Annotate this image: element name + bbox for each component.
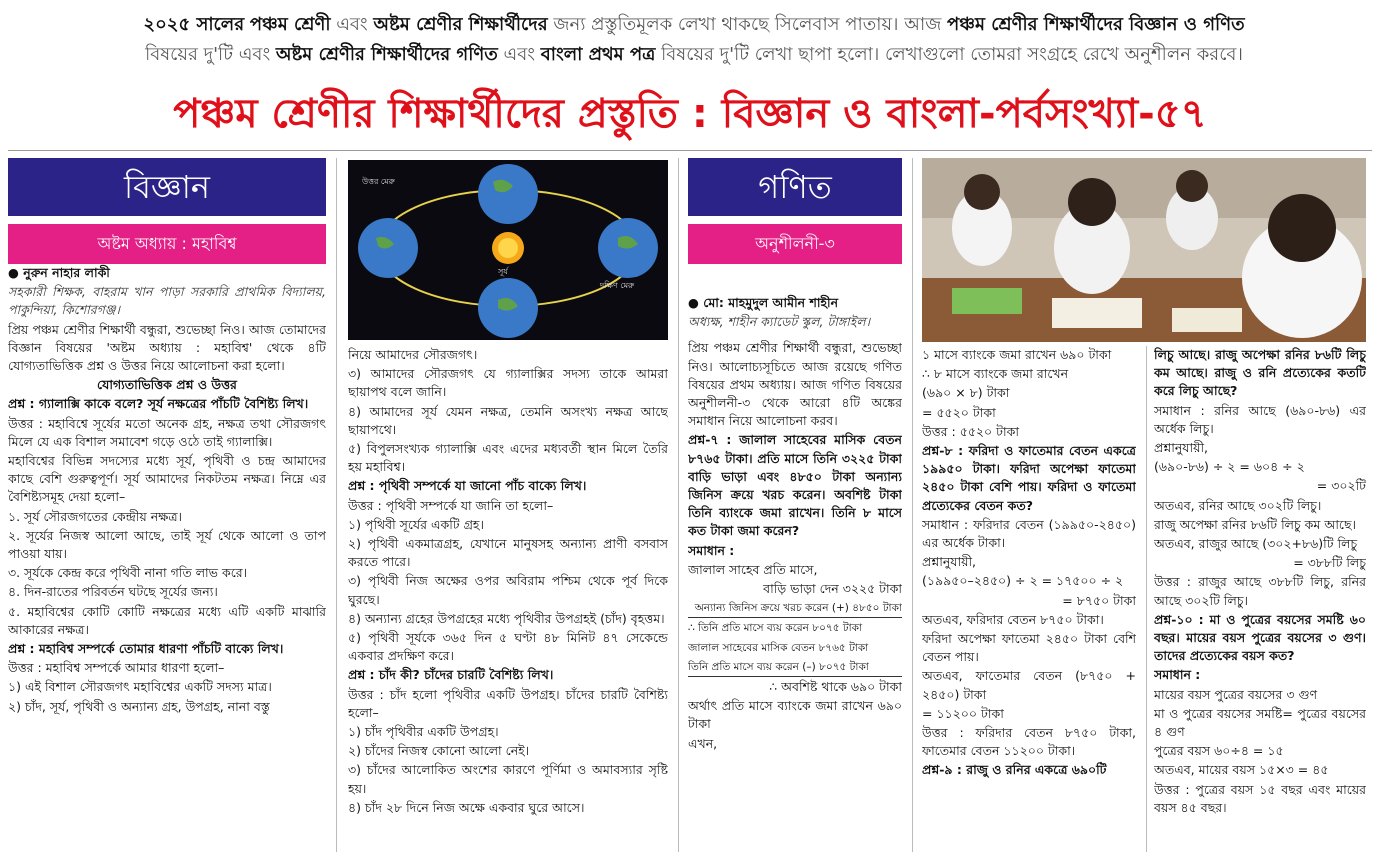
math-solution-label: সমাধান : (688, 542, 735, 558)
diagram-label: উত্তর মেরু (362, 177, 395, 186)
science2-q4: প্রশ্ন : চাঁদ কী? চাঁদের চারটি বৈশিষ্ট্য লিখ। (348, 667, 554, 683)
column-divider (912, 158, 913, 852)
math-title: গণিত (688, 158, 902, 216)
math3-t15: অতএব, মায়ের বয়স ১৫×৩ = ৪৫ (1154, 762, 1329, 778)
math-column (688, 158, 902, 852)
math2-s8d: = ৮৭৫০ টাকা (1062, 592, 1136, 608)
science2-a4-2: ২) চাঁদের নিজস্ব কোনো আলো নেই। (348, 743, 530, 759)
divider (8, 150, 1372, 151)
science-l2: ২. সূর্যের নিজস্ব আলো আছে, তাই সূর্য থেকে আলো ও তাপ পাওয়া যায়। (8, 527, 326, 562)
diagram-label: সূর্য (498, 267, 508, 276)
math-s4: ∴ তিনি প্রতি মাসে ব্যয় করেন ৮০৭৫ টাকা (688, 622, 863, 635)
science2-a4: উত্তর : চাঁদ হলো পৃথিবীর একটি উপগ্রহ। চাঁদের চারটি বৈশিষ্ট্য হলো– (348, 686, 668, 720)
intro-class8-math: অষ্টম শ্রেণীর শিক্ষার্থীদের গণিত (275, 44, 498, 65)
science2-a4-3: ৩) চাঁদের আলোকিত অংশের কারণে পূর্ণিমা ও অমাবস্যার সৃষ্টি হয়। (348, 762, 668, 796)
math3-t11: সমাধান : (1154, 667, 1201, 683)
science-chapter: অষ্টম অধ্যায় : মহাবিশ্ব (8, 224, 326, 264)
math3-t12: মায়ের বয়স পুত্রের বয়সের ৩ গুণ (1154, 686, 1318, 702)
math2-s8e: অতএব, ফরিদার বেতন ৮৭৫০ টাকা। (922, 611, 1104, 627)
science-q1: প্রশ্ন : গ্যালাক্সি কাকে বলে? সূর্য নক্ষত্রের পাঁচটি বৈশিষ্ট্য লিখ। (8, 396, 309, 412)
math-s1: জালাল সাহেব প্রতি মাসে, (688, 561, 818, 577)
science-column (8, 158, 326, 852)
earth-icon (478, 164, 538, 224)
science-a2-2: ২) চাঁদ, সূর্য, পৃথিবী ও অন্যান্য গ্রহ, উপগ্রহ, নানা বস্তু (8, 698, 270, 714)
math-s8: অর্থাৎ প্রতি মাসে ব্যাংকে জমা রাখেন ৬৯০ টাকা (688, 698, 902, 732)
science2-a3-4: ৪) অন্যান্য গ্রহের উপগ্রহের মধ্যে পৃথিবীর উপগ্রহই (চাঁদ) বৃহত্তম। (348, 610, 665, 626)
math3-t13: মা ও পুত্রের বয়সের সমষ্টি= পুত্রের বয়সের ৪ গুণ (1154, 705, 1366, 740)
science-q2: প্রশ্ন : মহাবিশ্ব সম্পর্কে তোমার ধারণা পাঁচটি বাক্যে লিখ। (8, 641, 284, 657)
math3-t16: উত্তর : পুত্রের বয়স ১৫ বছর এবং মায়ের বয়স ৪৫ বছর। (1154, 781, 1366, 815)
science-intro: প্রিয় পঞ্চম শ্রেণীর শিক্ষার্থী বন্ধুরা, শুভেচ্ছা নিও। আজ তোমাদের বিজ্ঞান বিষয়ের 'অষ্টম অধ্যায় : মহাবিশ্ব' থেকে ৪টি যোগ্যতাভিত্তিক প্রশ্ন ও উত্তর নিয়ে আলোচনা করা হলো। (8, 321, 326, 374)
science2-a4-4: ৪) চাঁদ ২৮ দিনে নিজ অক্ষে একবার ঘুরে আসে। (348, 799, 585, 815)
math3-t5: = ৩০২টি (1316, 478, 1366, 494)
intro-and: এবং (336, 14, 368, 35)
math-chapter: অনুশীলনী-৩ (688, 224, 902, 264)
math3-t8: অতএব, রাজুর আছে (৩০২+৮৬)টি লিচু (1154, 536, 1358, 552)
math-column-3 (1154, 346, 1366, 852)
solar-diagram (348, 160, 668, 340)
science-l4: ৪. দিন-রাতের পরিবর্তন ঘটছে সূর্যের জন্য। (8, 584, 218, 600)
math-s6: তিনি প্রতি মাসে ব্যয় করেন (–) ৮০৭৫ টাকা (688, 658, 902, 677)
math2-m3: (৬৯০ × ৮) টাকা (922, 385, 1010, 401)
math-column-2 (922, 346, 1136, 852)
science2-q3: প্রশ্ন : পৃথিবী সম্পর্কে যা জানো পাঁচ বাক্যে লিখ। (348, 478, 587, 494)
math2-s8i: উত্তর : ফরিদার বেতন ৮৭৫০ টাকা, ফাতেমার বেতন ১১২০০ টাকা। (922, 725, 1136, 759)
intro-mid: জন্য প্রস্তুতিমূলক লেখা থাকছে সিলেবাস পাতায়। আজ (553, 14, 942, 35)
math2-q9: প্রশ্ন-৯ : রাজু ও রনির একত্রে ৬৯০টি (922, 762, 1107, 778)
math3-t7: রাজু অপেক্ষা রনির ৮৬টি লিচু কম আছে। (1154, 516, 1356, 532)
math2-s8b: প্রশ্নানুযায়ী, (922, 554, 977, 570)
math-s2: বাড়ি ভাড়া দেন ৩২২৫ টাকা (763, 581, 902, 597)
column-divider (336, 158, 337, 852)
intro-end: বিষয়ের দু'টি লেখা ছাপা হলো। লেখাগুলো তোমরা সংগ্রহে রেখে অনুশীলন করবে। (661, 44, 1243, 65)
math-s9: এখন, (688, 735, 718, 751)
math3-t9: = ৩৮৮টি লিচু (1293, 555, 1366, 571)
math3-t6: অতএব, রনির আছে ৩০২টি লিচু। (1154, 497, 1322, 513)
intro-bangla: বাংলা প্রথম পত্র (540, 44, 656, 65)
math2-m2: ∴ ৮ মাসে ব্যাংকে জমা রাখেন (922, 366, 1069, 382)
science-a1b: মহাবিশ্বের বিভিন্ন সদস্যের মধ্যে সূর্য, পৃথিবী ও চন্দ্র আমাদের কাছে বেশি গুরুত্বপূর্ণ। সূর্য আমাদের নিকটতম নক্ষত্র। নিম্নে এর বৈশিষ্ট্যসমূহ দেয়া হলো– (8, 453, 326, 505)
science2-p4: ৫) বিপুলসংখ্যক গ্যালাক্সি এবং এদের মধ্যবর্তী স্থান মিলে তৈরি হয় মহাবিশ্ব। (348, 441, 668, 475)
intro-line-1 (24, 10, 1364, 40)
math3-q10: প্রশ্ন-১০ : মা ও পুত্রের বয়সের সমষ্টি ৬০ বছর। মায়ের বয়স পুত্রের বয়সের ৩ গুণ। তাদের প্রত্যেকের বয়স কত? (1154, 611, 1366, 664)
math-intro: প্রিয় পঞ্চম শ্রেণীর শিক্ষার্থী বন্ধুরা, শুভেচ্ছা নিও। আলোচ্যসূচিতে আজ রয়েছে গণিত বিষয়ের প্রথম অধ্যায়। আজ গণিত বিষয়ের অনুশীলনী-৩ থেকে আরো ৪টি অঙ্কের সমাধান নিয়ে আলোচনা করব। (688, 340, 902, 429)
diagram-label: দক্ষিণ মেরু (600, 281, 635, 290)
science2-p3: ৪) আমাদের সূর্য যেমন নক্ষত্র, তেমনি অসংখ্য নক্ষত্র আছে ছায়াপথে। (348, 403, 668, 437)
intro-subjects: পঞ্চম শ্রেণীর শিক্ষার্থীদের বিজ্ঞান ও গণিত (947, 14, 1245, 35)
science-a2-1: ১) এই বিশাল সৌরজগৎ মহাবিশ্বের একটি সদস্য মাত্র। (8, 679, 272, 695)
science-l5: ৫. মহাবিশ্বের কোটি কোটি নক্ষত্রের মধ্যে এটি একটি মাঝারি আকারের নক্ষত্র। (8, 603, 326, 637)
math-s5: জালাল সাহেবের মাসিক বেতন ৮৭৬৫ টাকা (688, 641, 869, 654)
intro-year: ২০২৫ সালের (143, 14, 245, 35)
intro-class5: পঞ্চম শ্রেণী (249, 14, 331, 35)
math3-t14: পুত্রের বয়স ৬০÷৪ = ১৫ (1154, 743, 1284, 759)
science2-p2: ৩) আমাদের সৌরজগৎ যে গ্যালাক্সির সদস্য তাকে আমরা ছায়াপথ বলে জানি। (348, 366, 668, 400)
classroom-photo-svg (922, 158, 1366, 342)
column-divider (678, 158, 679, 852)
column-divider (1146, 346, 1147, 852)
science2-p1: নিয়ে আমাদের সৌরজগৎ। (348, 347, 478, 362)
math-author: ● মো: মাহমুদুল আমীন শাহীন (688, 295, 839, 310)
science2-a3-3: ৩) পৃথিবী নিজ অক্ষের ওপর অবিরাম পশ্চিম থেকে পূর্ব দিকে ঘুরছে। (348, 573, 668, 607)
math2-s8a: সমাধান : ফরিদার বেতন (১৯৯৫০-২৪৫০) এর অর্ধেক টাকা। (922, 516, 1136, 551)
science-l1: ১. সূর্য সৌরজগতের কেন্দ্রীয় নক্ষত্র। (8, 508, 182, 524)
math2-m5: উত্তর : ৫৫২০ টাকা (922, 423, 1019, 439)
science-l3: ৩. সূর্যকে কেন্দ্র করে পৃথিবী নানা গতি লাভ করে। (8, 565, 248, 581)
math3-t1: লিচু আছে। রাজু অপেক্ষা রনির ৮৬টি লিচু কম আছে। রাজু ও রনি প্রত্যেকের কতটি করে লিচু আছে? (1154, 347, 1366, 399)
classroom-photo (922, 158, 1366, 342)
science-author: ● নুরুন নাহার লাকী (8, 265, 110, 280)
science-a1: উত্তর : মহাবিশ্বে সূর্যের মতো অনেক গ্রহ, নক্ষত্র তথা সৌরজগৎ মিলে যে এক বিশাল সমাবেশ গড়ে ওঠে তাই গ্যালাক্সি। (8, 415, 326, 449)
math2-s8h: = ১১২০০ টাকা (922, 705, 1004, 721)
science-column-2 (348, 346, 668, 852)
intro-two: বিষয়ের দু'টি এবং (145, 44, 271, 65)
math3-t3: প্রশ্নানুযায়ী, (1154, 440, 1209, 456)
math3-t10: উত্তর : রাজুর আছে ৩৮৮টি লিচু, রনির আছে ৩০২টি লিচু। (1154, 574, 1366, 608)
science-a2: উত্তর : মহাবিশ্ব সম্পর্কে আমার ধারণা হলো– (8, 660, 225, 676)
science-title: বিজ্ঞান (8, 158, 326, 216)
math2-s8g: অতএব, ফাতেমার বেতন (৮৭৫০ + ২৪৫০) টাকা (922, 668, 1136, 702)
math-s7: ∴ অবশিষ্ট থাকে ৬৯০ টাকা (769, 679, 902, 695)
math3-t2: সমাধান : রনির আছে (৬৯০-৮৬) এর অর্ধেক লিচু। (1154, 402, 1366, 436)
science2-a4-1: ১) চাঁদ পৃথিবীর একটি উপগ্রহ। (348, 724, 499, 740)
math-q7: প্রশ্ন-৭ : জালাল সাহেবের মাসিক বেতন ৮৭৬৫ টাকা। প্রতি মাসে তিনি ৩২২৫ টাকা বাড়ি ভাড়া এবং ৪৮৫০ টাকা অন্যান্য জিনিস ক্রয়ে খরচ করেন। অবশিষ্ট টাকা তিনি ব্যাংকে জমা রাখেন। তিনি ৮ মাসে কত টাকা জমা করেন? (688, 432, 902, 539)
math-s3: অন্যান্য জিনিস ক্রয়ে খরচ করেন (+) ৪৮৫০ টাকা (688, 599, 902, 618)
science2-a3: উত্তর : পৃথিবী সম্পর্কে যা জানি তা হলো– (348, 497, 554, 513)
math3-t4: (৬৯০-৮৬) ÷ ২ = ৬০৪ ÷ ২ (1154, 459, 1305, 475)
math2-m4: = ৫৫২০ টাকা (922, 404, 996, 420)
math2-s8f: ফরিদা অপেক্ষা ফাতেমা ২৪৫০ টাকা বেশি বেতন পায়। (922, 631, 1136, 665)
intro-text (24, 10, 1364, 70)
intro-and2: এবং (503, 44, 535, 65)
science2-a3-5: ৫) পৃথিবী সূর্যকে ৩৬৫ দিন ৫ ঘণ্টা ৪৮ মিনিট ৪৭ সেকেন্ডে একবার প্রদক্ষিণ করে। (348, 630, 668, 664)
science2-a3-1: ১) পৃথিবী সূর্যের একটি গ্রহ। (348, 516, 484, 532)
science-subhead: যোগ্যতাভিত্তিক প্রশ্ন ও উত্তর (97, 377, 237, 393)
intro-class8: অষ্টম শ্রেণীর শিক্ষার্থীদের (373, 14, 548, 35)
solar-diagram-svg (348, 160, 668, 340)
math2-m1: ১ মাসে ব্যাংকে জমা রাখেন ৬৯০ টাকা (922, 347, 1112, 362)
math2-s8c: (১৯৯৫০–২৪৫০) ÷ ২ = ১৭৫০০ ÷ ২ (922, 573, 1124, 589)
science-affiliation: সহকারী শিক্ষক, বাহরাম খান পাড়া সরকারি প্রাথমিক বিদ্যালয়, পাকুন্দিয়া, কিশোরগঞ্জ। (8, 284, 326, 318)
intro-line-2 (24, 40, 1364, 70)
math-affiliation: অধ্যক্ষ, শাহীন ক্যাডেট স্কুল, টাঙ্গাইল। (688, 314, 871, 330)
science2-a3-2: ২) পৃথিবী একমাত্রগ্রহ, যেখানে মানুষসহ অন্যান্য প্রাণী বসবাস করতে পারে। (348, 536, 668, 570)
math2-q8: প্রশ্ন-৮ : ফরিদা ও ফাতেমার বেতন একত্রে ১৯৯৫০ টাকা। ফরিদা অপেক্ষা ফাতেমা ২৪৫০ টাকা বেশি পায়। ফরিদা ও ফাতেমা প্রত্যেকের বেতন কত? (922, 443, 1136, 513)
headline: পঞ্চম শ্রেণীর শিক্ষার্থীদের প্রস্তুতি : বিজ্ঞান ও বাংলা-পর্বসংখ্যা-৫৭ (173, 91, 1207, 137)
